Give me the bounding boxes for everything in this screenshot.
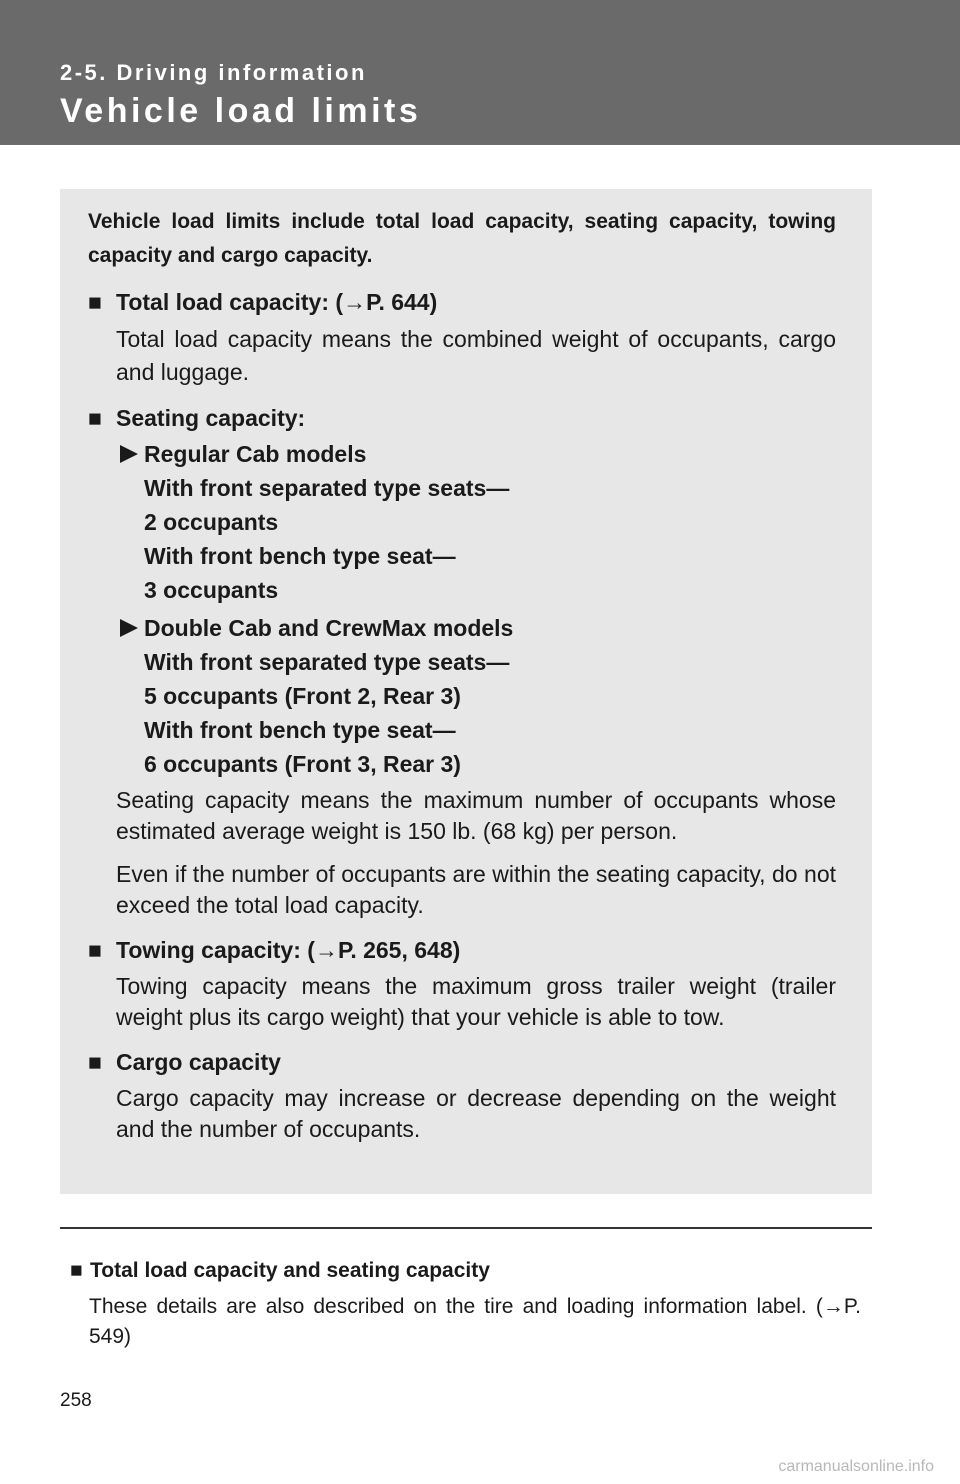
towing-heading	[88, 933, 836, 967]
regular-cab-line: 2 occupants	[144, 509, 279, 535]
bullet-square-icon: ■	[88, 405, 102, 431]
seating-heading	[88, 401, 836, 435]
seating-heading-text: Seating capacity:	[116, 405, 306, 431]
total-load-heading	[88, 285, 836, 319]
total-load-ref-link[interactable]: P. 644)	[366, 289, 438, 315]
towing-ref-link[interactable]: P. 265, 648)	[337, 937, 461, 963]
total-load-heading-text: Total load capacity: (	[116, 289, 344, 315]
note-ref-link[interactable]: P. 549)	[89, 1295, 861, 1348]
cargo-heading-text: Cargo capacity	[116, 1049, 281, 1075]
double-cab-block	[88, 611, 836, 781]
regular-cab-line: With front separated type seats—	[144, 475, 510, 501]
double-cab-line: With front bench type seat—	[144, 717, 456, 743]
bullet-square-icon: ■	[88, 937, 102, 963]
regular-cab-line: With front bench type seat—	[144, 543, 456, 569]
chapter-header	[0, 0, 960, 145]
arrow-icon: →	[343, 289, 367, 315]
bullet-square-icon: ■	[88, 289, 102, 315]
double-cab-line: 5 occupants (Front 2, Rear 3)	[144, 683, 461, 709]
regular-cab-title: Regular Cab models	[144, 437, 836, 471]
regular-cab-line: 3 occupants	[144, 577, 279, 603]
towing-heading-text: Towing capacity: (	[116, 937, 315, 963]
double-cab-title: Double Cab and CrewMax models	[144, 611, 836, 645]
towing-body: Towing capacity means the maximum gross trailer weight (trailer weight plus its cargo weight) that your vehicle is able to tow.	[116, 973, 836, 1030]
watermark: carmanualsonline.info	[778, 1458, 934, 1475]
double-cab-line: 6 occupants (Front 3, Rear 3)	[144, 751, 461, 777]
bullet-square-icon: ■	[88, 1049, 102, 1075]
seating-body: Seating capacity means the maximum number of occupants whose estimated average weight is 150 lb. (68 kg) per person.	[116, 787, 836, 844]
note-heading-text: Total load capacity and seating capacity	[90, 1259, 490, 1282]
note-body: These details are also described on the tire and loading information label. (→P. 549)	[89, 1295, 861, 1348]
bullet-square-icon: ■	[70, 1259, 83, 1282]
triangle-right-icon	[120, 619, 138, 637]
note-heading	[70, 1256, 490, 1286]
divider	[60, 1227, 872, 1229]
summary-panel	[60, 189, 872, 1194]
section-label: 2-5. Driving information	[60, 60, 367, 85]
intro-text: Vehicle load limits include total load capacity, seating capacity, towing capacity and cargo capacity.	[88, 210, 836, 267]
page-title: Vehicle load limits	[60, 92, 422, 130]
arrow-icon: →	[314, 937, 338, 963]
seating-body-note: Even if the number of occupants are within the seating capacity, do not exceed the total load capacity.	[116, 861, 836, 918]
cargo-body: Cargo capacity may increase or decrease depending on the weight and the number of occupants.	[116, 1085, 836, 1142]
arrow-icon: →	[822, 1295, 844, 1318]
regular-cab-block	[88, 437, 836, 607]
page-number: 258	[60, 1390, 92, 1411]
double-cab-line: With front separated type seats—	[144, 649, 510, 675]
total-load-body: Total load capacity means the combined weight of occupants, cargo and luggage.	[116, 326, 836, 385]
triangle-right-icon	[120, 445, 138, 463]
cargo-heading	[88, 1045, 836, 1079]
